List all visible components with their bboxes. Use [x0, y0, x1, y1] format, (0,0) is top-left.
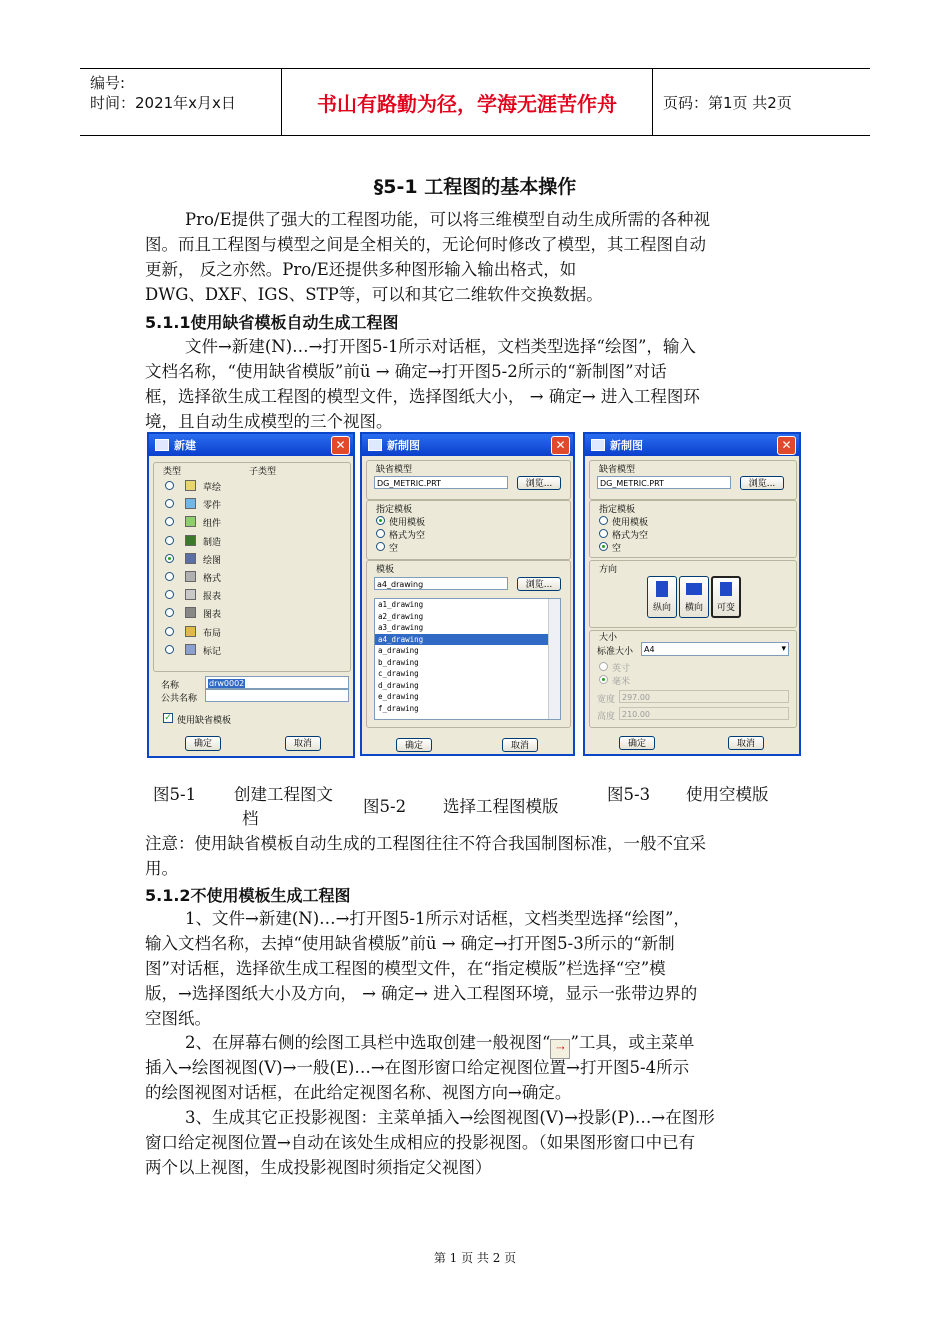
ok-button[interactable]: 确定 [619, 736, 655, 750]
variable-button[interactable]: 可变 [711, 576, 741, 618]
opt-empty-label: 空 [612, 544, 622, 554]
dialog3-title: 新制图 [610, 439, 643, 452]
opt-format-empty-label: 格式为空 [389, 531, 426, 541]
type-label-item: 制造 [203, 537, 222, 548]
section1-line-1: 文件→新建(N)…→打开图5-1所示对话框，文档类型选择“绘图”，输入 [185, 337, 696, 356]
window-icon [155, 439, 169, 451]
dialog-new-drawing-template [360, 432, 575, 756]
type-icon [185, 571, 196, 582]
section-heading-1: 5.1.1使用缺省模板自动生成工程图 [145, 313, 399, 332]
dialog2-title: 新制图 [387, 439, 420, 452]
dialog2-titlebar [362, 434, 573, 456]
type-radio[interactable] [165, 627, 174, 636]
radio-mm[interactable] [599, 675, 608, 684]
intro-line-2: 图。而且工程图与模型之间是全相关的，无论何时修改了模型，其工程图自动 [145, 235, 706, 254]
s2-p2-line-1: 2、在屏幕右侧的绘图工具栏中选取创建一般视图“ ⇢ ”工具，或主菜单 [145, 1031, 810, 1059]
page-title: §5-1 工程图的基本操作 [373, 176, 577, 198]
type-icon [185, 644, 196, 655]
type-icon [185, 589, 196, 600]
model-input[interactable]: DG_METRIC.PRT [597, 476, 731, 489]
type-label-item: 组件 [203, 519, 222, 530]
note-line-2: 用。 [145, 859, 178, 878]
section1-line-4: 境，且自动生成模型的三个视图。 [145, 412, 393, 431]
common-name-input[interactable] [205, 689, 349, 702]
opt-use-template-label: 使用模板 [389, 518, 426, 528]
ok-button[interactable]: 确定 [185, 736, 221, 751]
s2-p2-line-3: 的绘图视图对话框，在此给定视图名称、视图方向→确定。 [145, 1083, 572, 1102]
specify-template-label: 指定模板 [376, 505, 413, 515]
dialog-new [147, 432, 355, 758]
browse-button[interactable]: 浏览... [517, 476, 561, 490]
page-footer: 第 1 页 共 2 页 [433, 1251, 517, 1265]
close-icon[interactable]: ✕ [331, 436, 350, 455]
fig3-number: 图5-3 [607, 785, 651, 804]
landscape-page-icon [686, 583, 702, 595]
section1-line-2: 文档名称，“使用缺省模版”前ü → 确定→打开图5-2所示的“新制图”对话 [145, 362, 667, 381]
subtype-label: 子类型 [249, 467, 277, 477]
fig3-text: 使用空模版 [686, 785, 769, 804]
cancel-button[interactable]: 取消 [728, 736, 764, 750]
common-name-label: 公共名称 [161, 694, 198, 704]
fig1-number: 图5-1 [153, 785, 197, 804]
cancel-button[interactable]: 取消 [502, 738, 538, 752]
inch-label: 英寸 [612, 664, 631, 674]
type-label-item: 报表 [203, 592, 222, 603]
type-label-item: 图表 [203, 610, 222, 621]
type-label-item: 格式 [203, 574, 222, 584]
width-label: 宽度 [597, 695, 616, 705]
type-radio[interactable] [165, 645, 174, 654]
s2-p1-line-2: 输入文档名称，去掉“使用缺省模版”前ü → 确定→打开图5-3所示的“新制 [145, 934, 675, 953]
type-radio[interactable] [165, 481, 174, 490]
template-list-item[interactable]: b_drawing [378, 657, 419, 667]
type-icon [185, 480, 196, 491]
s2-p3-line-3: 两个以上视图，生成投影视图时须指定父视图） [145, 1158, 492, 1177]
type-icon [185, 626, 196, 637]
type-icon [185, 607, 196, 618]
variable-page-icon [720, 582, 732, 596]
fig1-text: 创建工程图文 [234, 785, 333, 804]
use-default-label: 使用缺省模板 [177, 716, 232, 726]
name-input[interactable]: drw0002 [205, 676, 349, 689]
default-model-label: 缺省模型 [599, 465, 636, 475]
type-icon [185, 498, 196, 509]
template-list-item[interactable]: e_drawing [378, 692, 419, 701]
dialog-new-titlebar [149, 434, 353, 456]
close-icon[interactable]: ✕ [551, 436, 570, 455]
width-input[interactable]: 297.00 [619, 690, 789, 703]
type-radio[interactable] [165, 554, 174, 563]
note-line-1: 注意：使用缺省模板自动生成的工程图往往不符合我国制图标准，一般不宜采 [145, 834, 706, 853]
default-model-label: 缺省模型 [376, 465, 413, 475]
template-input[interactable]: a4_drawing [374, 577, 508, 590]
radio-use-template[interactable] [599, 516, 608, 525]
use-default-checkbox[interactable]: ✓ [164, 713, 172, 723]
close-icon[interactable]: ✕ [777, 436, 796, 455]
template-list-item[interactable]: f_drawing [378, 703, 419, 713]
s2-p1-line-4: 版，→选择图纸大小及方向， → 确定→ 进入工程图环境，显示一张带边界的 [145, 984, 698, 1003]
scrollbar[interactable] [548, 599, 560, 719]
template-list-item[interactable]: c_drawing [378, 669, 419, 678]
type-radio[interactable] [165, 572, 174, 581]
s2-p2-line-2: 插入→绘图视图(V)→一般(E)…→在图形窗口给定视图位置→打开图5-4所示 [145, 1058, 690, 1077]
std-size-label: 标准大小 [597, 647, 634, 657]
template-list-item[interactable]: d_drawing [378, 680, 419, 690]
type-icon [185, 516, 196, 527]
type-label-item: 布局 [203, 628, 222, 639]
type-label: 类型 [163, 467, 182, 477]
header-left-cell [80, 69, 282, 135]
portrait-button[interactable]: 纵向 [647, 576, 677, 618]
type-label-item: 绘图 [203, 555, 222, 566]
dialog-new-title: 新建 [174, 439, 196, 452]
intro-line-4: DWG、DXF、IGS、STP等，可以和其它二维软件交换数据。 [145, 285, 603, 304]
model-input[interactable]: DG_METRIC.PRT [374, 476, 508, 489]
s2-p1-line-1: 1、文件→新建(N)…→打开图5-1所示对话框，文档类型选择“绘图”， [185, 909, 690, 928]
section1-line-3: 框，选择欲生成工程图的模型文件，选择图纸大小， → 确定→ 进入工程图环 [145, 387, 700, 406]
radio-inch[interactable] [599, 662, 608, 671]
template-list-item[interactable]: a_drawing [378, 646, 419, 655]
opt-use-template-label: 使用模板 [612, 518, 649, 528]
template-list[interactable] [374, 598, 561, 720]
dialog3-titlebar [585, 434, 799, 456]
std-size-select[interactable]: A4 ▾ [641, 642, 789, 656]
mm-label: 毫米 [612, 677, 631, 687]
s2-p1-line-3: 图”对话框，选择欲生成工程图的模型文件，在“指定模版”栏选择“空”模 [145, 959, 666, 978]
type-radio[interactable] [165, 536, 174, 545]
window-icon [591, 439, 605, 451]
s2-p1-line-5: 空图纸。 [145, 1009, 211, 1028]
window-icon [368, 439, 382, 451]
name-label: 名称 [161, 681, 180, 691]
page-info: 页码：第1页 共2页 [663, 93, 792, 112]
radio-use-template[interactable] [376, 516, 385, 525]
type-group [153, 462, 351, 672]
chevron-down-icon: ▾ [781, 644, 786, 654]
opt-empty-label: 空 [389, 544, 399, 554]
template-list-item[interactable]: a2_drawing [378, 611, 424, 621]
browse-button[interactable]: 浏览... [740, 476, 784, 490]
landscape-button[interactable]: 横向 [679, 576, 709, 618]
height-input[interactable]: 210.00 [619, 707, 789, 720]
s2-p3-line-1: 3、生成其它正投影视图：主菜单插入→绘图视图(V)→投影(P)…→在图形 [185, 1108, 715, 1127]
template-list-items [375, 599, 560, 714]
intro-line-3: 更新， 反之亦然。Pro/E还提供多种图形输入输出格式，如 [145, 260, 577, 279]
specify-template-label: 指定模板 [599, 505, 636, 515]
motto: 书山有路勤为径，学海无涯苦作舟 [282, 69, 653, 135]
radio-empty[interactable] [376, 542, 385, 551]
general-view-tool-icon: ⇢ [550, 1039, 570, 1059]
section-heading-2: 5.1.2不使用模板生成工程图 [145, 886, 351, 905]
type-label-item: 草绘 [203, 483, 222, 493]
radio-format-empty[interactable] [599, 529, 608, 538]
type-icon [185, 535, 196, 546]
time-label: 时间：2021年x月x日 [90, 94, 236, 112]
type-label-item: 标记 [203, 646, 222, 657]
template-list-item[interactable]: a3_drawing [378, 623, 424, 632]
number-label: 编号: [90, 74, 126, 92]
orientation-label: 方向 [599, 565, 618, 575]
height-label: 高度 [597, 712, 616, 722]
fig1-text-wrap: 档 [242, 809, 259, 828]
template-label: 模板 [376, 565, 395, 575]
ok-button[interactable]: 确定 [396, 738, 432, 752]
fig2-text: 选择工程图模版 [443, 797, 559, 816]
radio-format-empty[interactable] [376, 529, 385, 538]
cancel-button[interactable]: 取消 [285, 736, 321, 751]
s2-p3-line-2: 窗口给定视图位置→自动在该处生成相应的投影视图。（如果图形窗口中已有 [145, 1133, 696, 1152]
radio-empty[interactable] [599, 542, 608, 551]
type-icon [185, 553, 196, 564]
portrait-page-icon [656, 581, 668, 597]
fig2-number: 图5-2 [363, 797, 407, 816]
dialog-new-drawing-empty [583, 432, 801, 756]
template-list-item[interactable]: a1_drawing [378, 600, 424, 609]
intro-line-1: Pro/E提供了强大的工程图功能，可以将三维模型自动生成所需的各种视 [185, 210, 711, 229]
browse-template-button[interactable]: 浏览... [517, 577, 561, 591]
size-label: 大小 [599, 633, 618, 643]
opt-format-empty-label: 格式为空 [612, 531, 649, 541]
template-list-item[interactable]: a4_drawing [375, 634, 548, 646]
header-table [80, 68, 870, 136]
type-label-item: 零件 [203, 501, 222, 512]
